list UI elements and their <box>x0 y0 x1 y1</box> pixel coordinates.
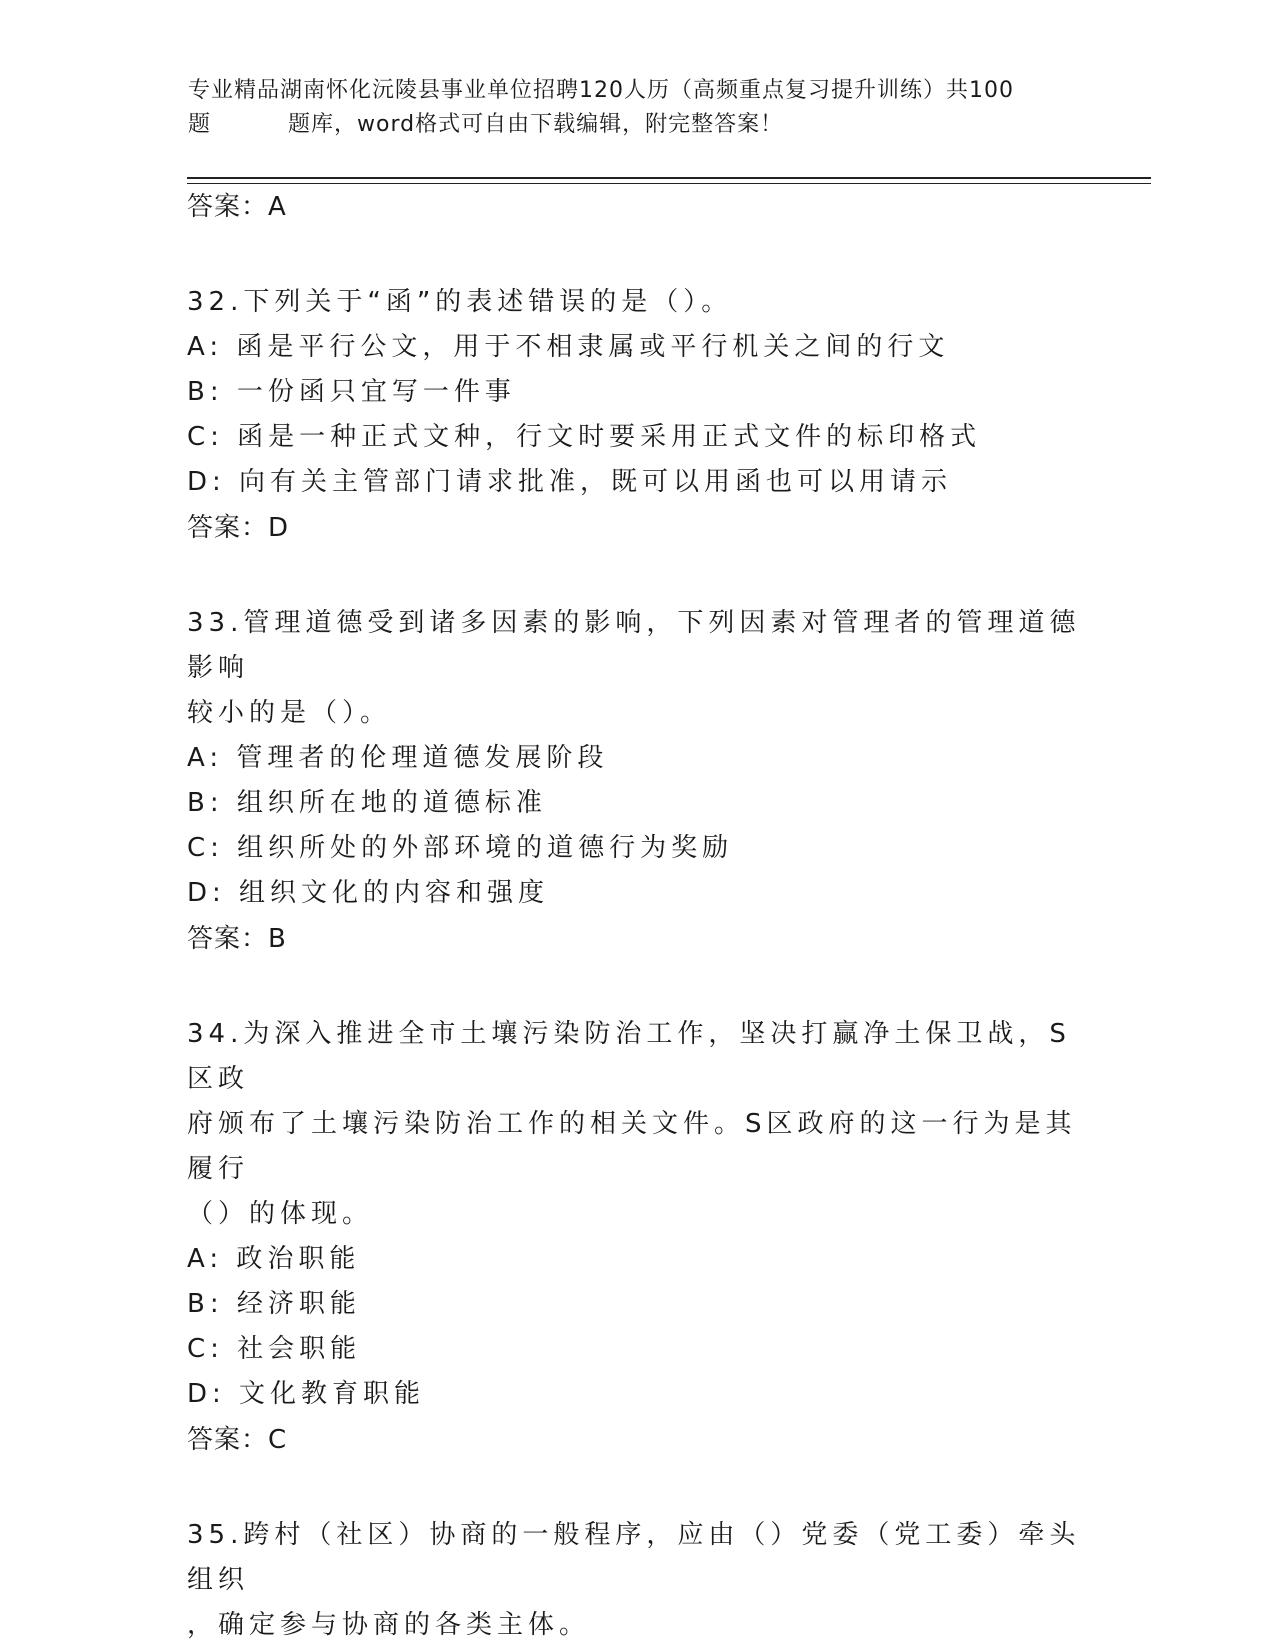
spacer <box>187 1457 1087 1513</box>
header-line-2-left: 题 <box>188 112 212 137</box>
page-header <box>188 74 1088 142</box>
option-d: D: 组织文化的内容和强度 <box>187 878 550 908</box>
spacer <box>187 224 1087 280</box>
header-divider-thick <box>187 177 1151 179</box>
option-b: B: 经济职能 <box>187 1289 361 1319</box>
answer-label: 答案：B <box>187 924 287 954</box>
option-a: A: 函是平行公文，用于不相隶属或平行机关之间的行文 <box>187 332 950 362</box>
option-d: D: 文化教育职能 <box>187 1379 426 1409</box>
question-stem-line-1: 34.为深入推进全市土壤污染防治工作，坚决打赢净土保卫战，S区政 <box>187 1019 1071 1094</box>
header-line-2-right: 题库，word格式可自由下载编辑，附完整答案！ <box>288 112 784 137</box>
question-stem-line-1: 33.管理道德受到诸多因素的影响，下列因素对管理者的管理道德影响 <box>187 608 1081 683</box>
answer-label: 答案：D <box>187 513 290 543</box>
question-stem-line-2: ，确定参与协商的各类主体。 <box>187 1610 591 1640</box>
question-stem-line-1: 35.跨村（社区）协商的一般程序，应由（）党委（党工委）牵头组织 <box>187 1520 1081 1595</box>
question-35 <box>187 1513 1087 1648</box>
option-c: C: 社会职能 <box>187 1334 362 1364</box>
option-b: B: 一份函只宜写一件事 <box>187 377 516 407</box>
previous-answer: 答案：A <box>187 192 287 222</box>
question-33 <box>187 601 1087 956</box>
question-stem-line-2: 府颁布了土壤污染防治工作的相关文件。S区政府的这一行为是其履行 <box>187 1109 1077 1184</box>
question-stem-line-2: 较小的是（）。 <box>187 698 392 728</box>
option-d: D: 向有关主管部门请求批准，既可以用函也可以用请示 <box>187 467 953 497</box>
question-32 <box>187 280 1087 545</box>
option-b: B: 组织所在地的道德标准 <box>187 788 547 818</box>
header-line-2 <box>188 108 1088 142</box>
option-a: A: 政治职能 <box>187 1244 361 1274</box>
option-c: C: 组织所处的外部环境的道德行为奖励 <box>187 833 734 863</box>
option-c: C: 函是一种正式文种，行文时要采用正式文件的标印格式 <box>187 422 982 452</box>
option-a: A: 管理者的伦理道德发展阶段 <box>187 743 609 773</box>
spacer <box>187 545 1087 601</box>
answer-label: 答案：C <box>187 1425 288 1455</box>
header-divider-thin <box>187 183 1151 184</box>
question-content <box>187 190 1087 1648</box>
header-line-1: 专业精品湖南怀化沅陵县事业单位招聘120人历（高频重点复习提升训练）共100 <box>188 78 1014 103</box>
question-stem-line-3: （）的体现。 <box>187 1199 374 1229</box>
question-stem: 32.下列关于“函”的表述错误的是（）。 <box>187 287 733 317</box>
spacer <box>187 956 1087 1012</box>
question-34 <box>187 1012 1087 1457</box>
